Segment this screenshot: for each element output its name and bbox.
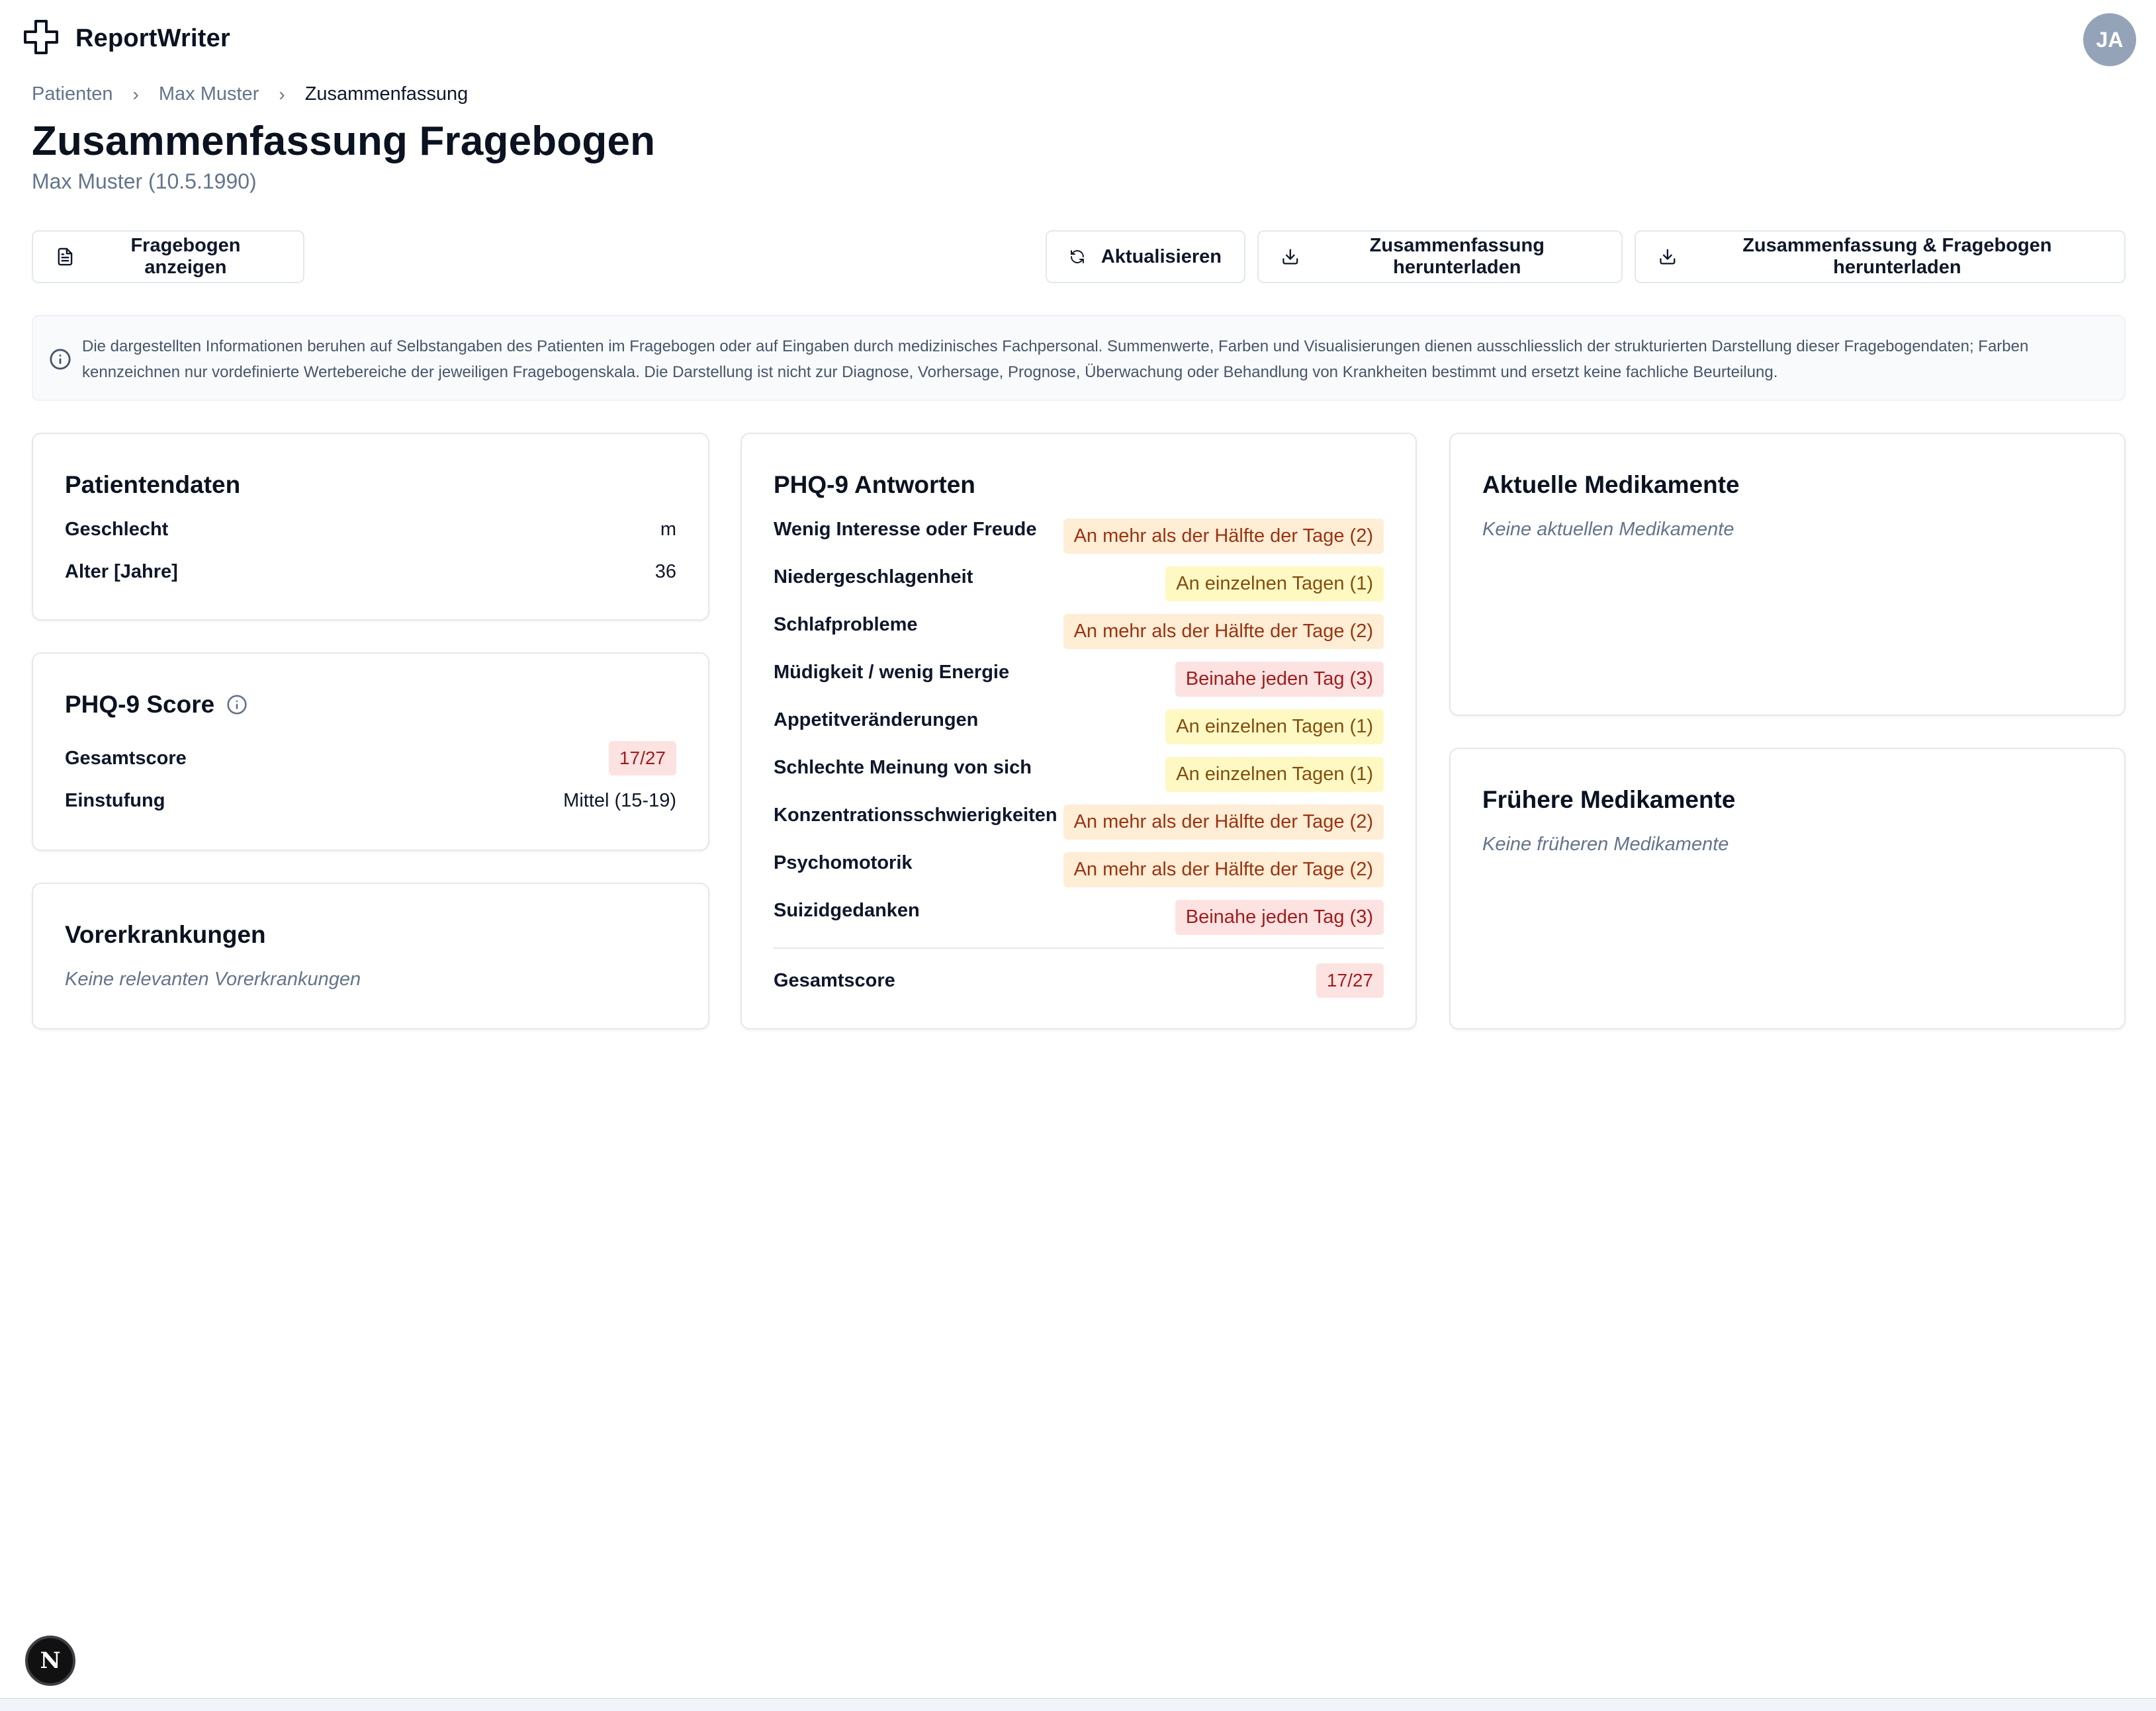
- view-questionnaire-label: Fragebogen anzeigen: [130, 235, 241, 278]
- current-medications-empty: Keine aktuellen Medikamente: [1482, 519, 1734, 540]
- info-icon[interactable]: [226, 694, 247, 715]
- total-score-badge: 17/27: [609, 741, 676, 775]
- disclaimer-line-1: Die dargestellten Informationen beruhen auf Selbstangaben des Patienten im Fragebogen oder auf Eingaben durch medizinisches Fachpersonal. Summenwerte, Farben und Visualisierungen dienen ausschliesslich der strukturierten Darstellung dieser Fragebogendaten; Farben: [82, 337, 2029, 355]
- breadcrumb: [32, 83, 468, 105]
- answer-badge: Beinahe jeden Tag (3): [1175, 900, 1384, 935]
- download-summary-label: Zusammenfassung herunterladen: [1369, 235, 1545, 278]
- dev-tools-badge[interactable]: N: [25, 1636, 75, 1686]
- age-row: [65, 561, 676, 583]
- phq9-answer-row: [774, 803, 1384, 840]
- chevron-right-icon: ›: [132, 83, 139, 105]
- refresh-button[interactable]: [1046, 230, 1245, 283]
- disclaimer-line-2: kennzeichnen nur vordefinierte Wertebereiche der jeweiligen Fragebogenskala. Die Darstellung ist nicht zur Diagnose, Vorhersage, Prognose, Überwachung oder Behandlung von Krankheiten bestimmt und ersetzt keine fachliche Beurteilung.: [82, 363, 1778, 381]
- patient-data-card: [32, 433, 709, 621]
- current-medications-card: [1449, 433, 2126, 716]
- conditions-card: [32, 883, 709, 1030]
- phq9-total-label: Gesamtscore: [774, 969, 895, 991]
- download-all-label: Zusammenfassung & Fragebogen herunterladen: [1742, 235, 2052, 278]
- phq9-answer-row: [774, 517, 1384, 554]
- download-icon: [1658, 247, 1677, 267]
- question-label: Wenig Interesse oder Freude: [774, 519, 1037, 540]
- download-all-button[interactable]: [1635, 230, 2126, 283]
- question-label: Appetitveränderungen: [774, 709, 979, 730]
- question-label: Müdigkeit / wenig Energie: [774, 662, 1010, 683]
- answer-badge: An mehr als der Hälfte der Tage (2): [1063, 805, 1384, 840]
- download-summary-button[interactable]: [1257, 230, 1623, 283]
- total-score-row: [65, 738, 676, 778]
- answer-badge: Beinahe jeden Tag (3): [1175, 662, 1384, 697]
- current-medications-title: Aktuelle Medikamente: [1482, 471, 1740, 498]
- breadcrumb-patients[interactable]: Patienten: [32, 83, 113, 105]
- past-medications-card: [1449, 748, 2126, 1030]
- gender-value: m: [660, 519, 676, 540]
- phq9-answer-row: [774, 708, 1384, 745]
- phq9-answers-card: [741, 433, 1417, 1030]
- past-medications-title: Frühere Medikamente: [1482, 786, 1736, 813]
- phq9-total-badge: 17/27: [1316, 963, 1384, 998]
- answer-badge: An einzelnen Tagen (1): [1165, 709, 1384, 744]
- question-label: Schlafprobleme: [774, 614, 918, 635]
- phq9-answer-row: [774, 899, 1384, 936]
- disclaimer-notice: [32, 315, 2126, 401]
- total-score-label: Gesamtscore: [65, 747, 187, 769]
- classification-value: Mittel (15-19): [563, 790, 676, 811]
- breadcrumb-current: Zusammenfassung: [304, 83, 469, 105]
- refresh-icon: [1069, 247, 1085, 267]
- conditions-title: Vorerkrankungen: [65, 921, 266, 948]
- info-icon: [49, 348, 71, 371]
- chevron-right-icon: ›: [279, 83, 285, 105]
- past-medications-empty: Keine früheren Medikamente: [1482, 834, 1729, 855]
- page-title: Zusammenfassung Fragebogen: [32, 118, 656, 164]
- answer-badge: An einzelnen Tagen (1): [1165, 757, 1384, 792]
- conditions-empty: Keine relevanten Vorerkrankungen: [65, 969, 361, 990]
- window-bottom-edge: [0, 1698, 2156, 1711]
- phq9-answer-row: [774, 756, 1384, 793]
- medical-cross-logo-icon: [21, 17, 64, 60]
- question-label: Psychomotorik: [774, 852, 913, 873]
- gender-row: [65, 519, 676, 541]
- user-avatar[interactable]: JA: [2083, 13, 2136, 66]
- phq9-answer-row: [774, 613, 1384, 650]
- brand-name: ReportWriter: [75, 24, 230, 52]
- answer-badge: An mehr als der Hälfte der Tage (2): [1063, 519, 1384, 554]
- question-label: Niedergeschlagenheit: [774, 566, 973, 588]
- question-label: Suizidgedanken: [774, 900, 920, 921]
- gender-label: Geschlecht: [65, 519, 169, 540]
- question-label: Konzentrationsschwierigkeiten: [774, 805, 1057, 826]
- phq9-answers-title: PHQ-9 Antworten: [774, 471, 975, 498]
- answer-badge: An mehr als der Hälfte der Tage (2): [1063, 852, 1384, 887]
- phq9-answer-row: [774, 565, 1384, 602]
- view-questionnaire-button[interactable]: [32, 230, 304, 283]
- page-subtitle: Max Muster (10.5.1990): [32, 169, 257, 193]
- divider: [774, 947, 1384, 949]
- phq9-score-card: [32, 652, 709, 851]
- answer-badge: An mehr als der Hälfte der Tage (2): [1063, 614, 1384, 649]
- phq9-answer-row: [774, 660, 1384, 697]
- download-icon: [1281, 247, 1300, 267]
- patient-data-title: Patientendaten: [65, 471, 241, 498]
- classification-label: Einstufung: [65, 790, 165, 811]
- answer-badge: An einzelnen Tagen (1): [1165, 566, 1384, 601]
- classification-row: [65, 790, 676, 812]
- top-bar: [0, 0, 2156, 77]
- age-label: Alter [Jahre]: [65, 561, 178, 582]
- age-value: 36: [654, 561, 676, 582]
- phq9-score-title-text: PHQ-9 Score: [65, 691, 215, 718]
- breadcrumb-patient[interactable]: Max Muster: [158, 83, 259, 105]
- brand[interactable]: [21, 17, 230, 60]
- phq9-total-row: [774, 961, 1384, 1000]
- phq9-score-title: [65, 691, 247, 719]
- file-text-icon: [56, 247, 75, 267]
- question-label: Schlechte Meinung von sich: [774, 757, 1032, 778]
- phq9-answer-row: [774, 851, 1384, 888]
- refresh-label: Aktualisieren: [1100, 245, 1222, 267]
